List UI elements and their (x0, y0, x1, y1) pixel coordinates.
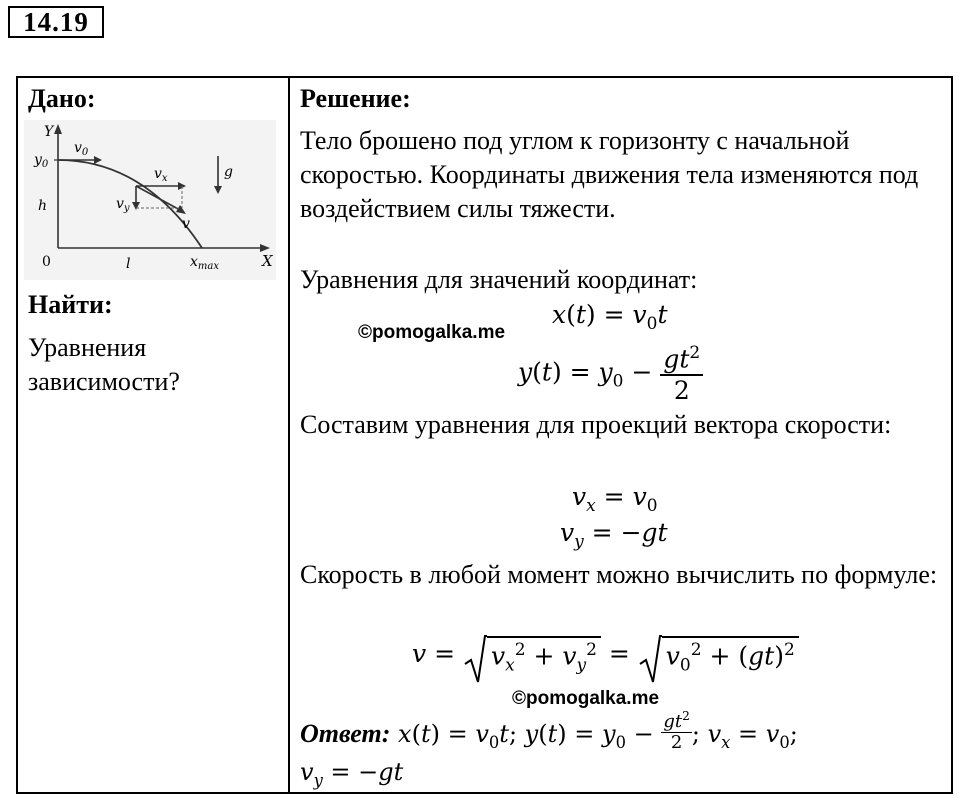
v-label: v (182, 216, 190, 232)
y0-label: $y_0$ (34, 152, 49, 170)
equation-y: $y(t) = y_0$ − $\frac{gt^2}{2}$ (518, 340, 703, 408)
solution-paragraph-4: Скорость в любой момент можно вычислить по формуле: (300, 560, 938, 589)
h-label: h (38, 198, 48, 214)
equation-vx: $v_x = v_0$ (572, 482, 658, 516)
watermark-1: ©pomogalka.me (358, 322, 506, 343)
problem-number: 14.19 (8, 6, 104, 38)
answer-line-1: Ответ: $x(t) = v_0t$; $y(t) = y_0$ − $\frac{gt^2}{2}$ ; $v_x = v_0$; (300, 712, 798, 759)
x-axis-label: X (262, 252, 273, 270)
solution-paragraph-2: Уравнения для значений координат: (300, 265, 698, 294)
y-axis-label: Y (44, 124, 54, 140)
vy-label: $v_y$ (116, 196, 130, 214)
v0-label: $v_0$ (74, 140, 89, 158)
origin-label: 0 (42, 254, 51, 270)
find-heading: Найти: (28, 290, 113, 319)
solution-heading: Решение: (300, 84, 411, 113)
given-heading: Дано: (28, 84, 96, 113)
xmax-label: $x_{max}$ (190, 254, 219, 272)
solution-paragraph-1: Тело брошено под углом к горизонту с начальной скоростью. Координаты движения тела изменяются под воздействием силы тяжести. (300, 126, 919, 223)
task-table (16, 76, 953, 794)
l-label: l (126, 256, 131, 272)
equation-vy: $v_y = -gt$ (560, 518, 668, 552)
watermark-2: ©pomogalka.me (512, 688, 660, 709)
equation-x: $x(t) = v_0t$ (552, 300, 668, 334)
solution-paragraph-3: Составим уравнения для проекций вектора скорости: (300, 410, 892, 439)
answer-line-2: $v_y = -gt$ (300, 758, 404, 790)
equation-speed: v = $v_x^2 + v_y^2$ = $v_0^2 + (gt)^2$ (412, 636, 799, 675)
vx-label: $v_x$ (154, 166, 168, 184)
solution-column (290, 78, 951, 792)
given-column (18, 78, 288, 792)
g-label: g (224, 164, 233, 180)
find-text: Уравнения зависимости? (28, 333, 180, 396)
trajectory-figure (24, 120, 276, 280)
answer-label: Ответ: (300, 719, 391, 748)
